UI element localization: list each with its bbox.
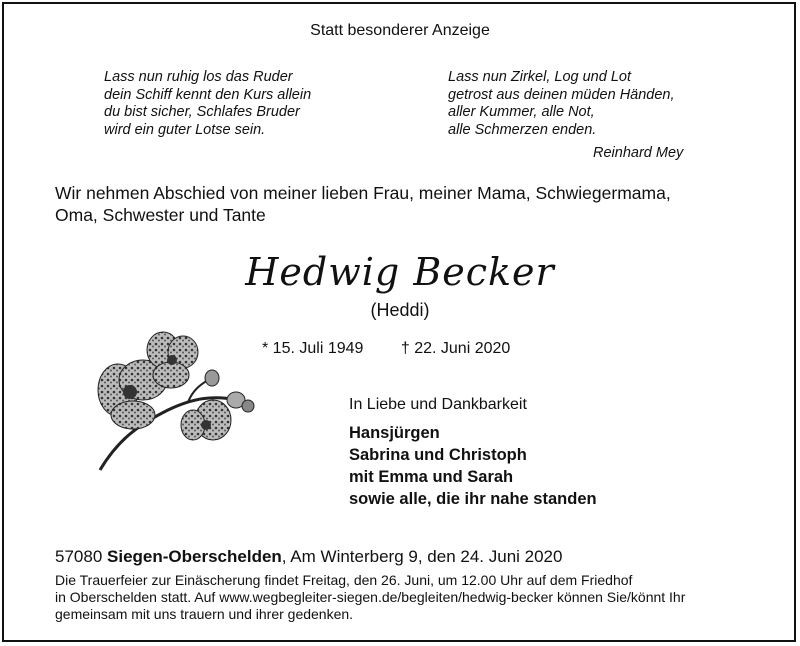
life-dates bbox=[262, 340, 510, 358]
birth-date: * 15. Juli 1949 bbox=[262, 340, 364, 357]
address-rest: , Am Winterberg 9, den 24. Juni 2020 bbox=[281, 547, 563, 566]
poem-line: du bist sicher, Schlafes Bruder bbox=[104, 104, 300, 120]
poem-author: Reinhard Mey bbox=[593, 145, 684, 161]
address-city: Siegen-Oberschelden bbox=[107, 547, 282, 566]
poem-line: dein Schiff kennt den Kurs allein bbox=[104, 86, 312, 103]
poem-line: Lass nun ruhig los das Ruder bbox=[104, 69, 293, 85]
funeral-info bbox=[55, 572, 685, 623]
notice-header: Statt besonderer Anzeige bbox=[310, 22, 490, 39]
family-member: sowie alle, die ihr nahe standen bbox=[349, 490, 597, 508]
thanks-line: In Liebe und Dankbarkeit bbox=[349, 396, 527, 413]
family-member: Sabrina und Christoph bbox=[349, 446, 527, 464]
funeral-line: in Oberschelden statt. Auf www.wegbegleiter-siegen.de/begleiten/hedwig-becker können Sie/könnt Ihr bbox=[55, 589, 686, 605]
poem-line: alle Schmerzen enden. bbox=[448, 121, 597, 138]
poem-line: wird ein guter Lotse sein. bbox=[104, 121, 266, 138]
address-line bbox=[55, 547, 562, 567]
address-zip: 57080 bbox=[55, 547, 103, 566]
poem-left bbox=[104, 69, 311, 139]
funeral-line: gemeinsam mit uns trauern und ihrer gedenken. bbox=[55, 606, 354, 622]
poem-line: aller Kummer, alle Not, bbox=[448, 104, 595, 120]
intro-line: Wir nehmen Abschied von meiner lieben Frau, meiner Mama, Schwiegermama, bbox=[55, 183, 671, 203]
deceased-nickname: (Heddi) bbox=[370, 300, 430, 320]
poem-right bbox=[448, 69, 675, 139]
intro-line: Oma, Schwester und Tante bbox=[55, 205, 266, 225]
poem-line: getrost aus deinen müden Händen, bbox=[448, 86, 675, 103]
orchid-icon bbox=[88, 330, 258, 475]
deceased-name: Hedwig Becker bbox=[245, 250, 555, 294]
death-date: † 22. Juni 2020 bbox=[400, 340, 511, 357]
poem-line: Lass nun Zirkel, Log und Lot bbox=[448, 69, 631, 85]
family-member: Hansjürgen bbox=[349, 424, 440, 442]
family-member: mit Emma und Sarah bbox=[349, 468, 514, 486]
funeral-line: Die Trauerfeier zur Einäscherung findet Freitag, den 26. Juni, um 12.00 Uhr auf dem Friedhof bbox=[55, 572, 633, 588]
family-list bbox=[349, 422, 597, 510]
intro-text bbox=[55, 182, 755, 226]
